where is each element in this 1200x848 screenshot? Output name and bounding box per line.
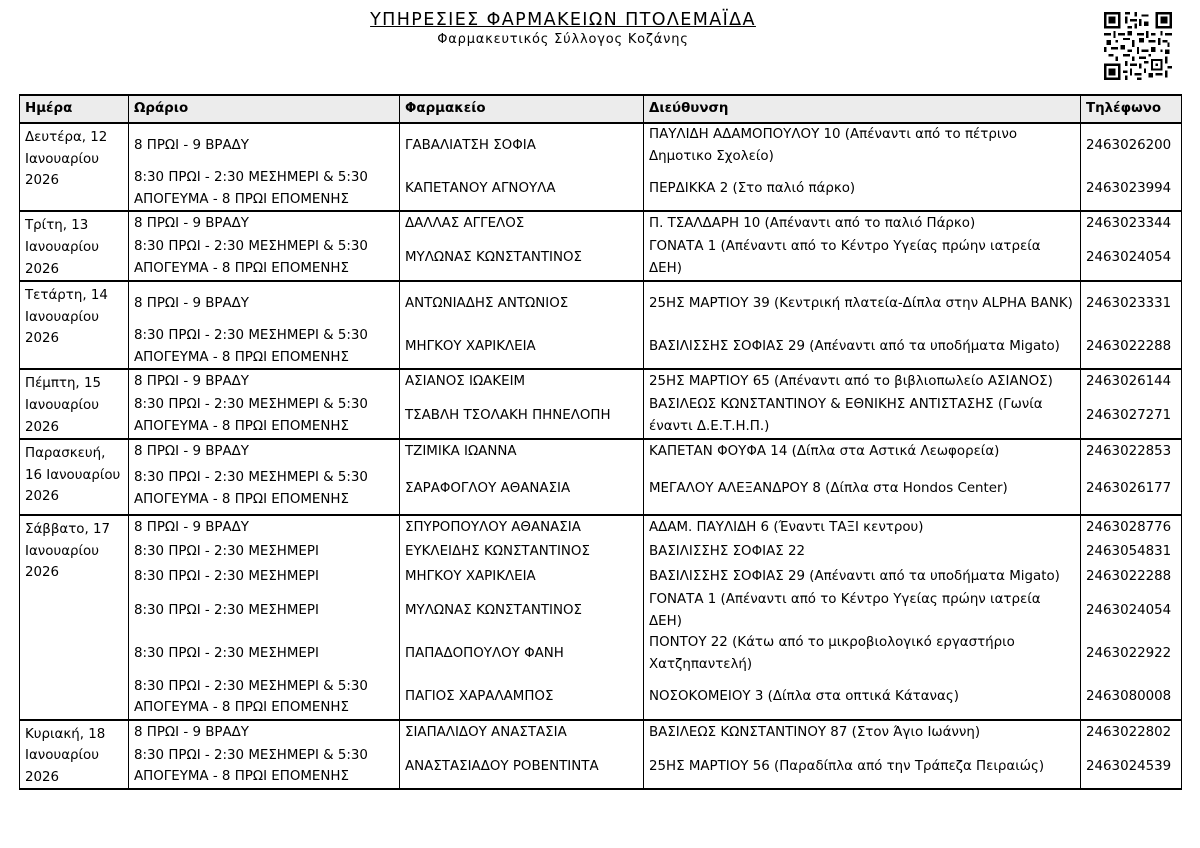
hours-cell: 8:30 ΠΡΩΙ - 2:30 ΜΕΣΗΜΕΡΙ & 5:30 ΑΠΟΓΕΥΜΑ - 8 ΠΡΩΙ ΕΠΟΜΕΝΗΣ [129, 676, 400, 720]
page-title: ΥΠΗΡΕΣΙΕΣ ΦΑΡΜΑΚΕΙΩΝ ΠΤΟΛΕΜΑΪΔΑ [370, 10, 756, 30]
pharmacy-cell: ΤΣΑΒΛΗ ΤΣΟΛΑΚΗ ΠΗΝΕΛΟΠΗ [400, 394, 644, 439]
hours-cell: 8:30 ΠΡΩΙ - 2:30 ΜΕΣΗΜΕΡΙ & 5:30 ΑΠΟΓΕΥΜΑ - 8 ΠΡΩΙ ΕΠΟΜΕΝΗΣ [129, 394, 400, 439]
hours-cell: 8 ΠΡΩΙ - 9 ΒΡΑΔΥ [129, 123, 400, 167]
column-header-phone: Τηλέφωνο [1081, 95, 1182, 123]
qr-code-icon [1104, 12, 1172, 80]
address-cell: ΑΔΑΜ. ΠΑΥΛΙΔΗ 6 (Έναντι ΤΑΞΙ κεντρου) [644, 515, 1081, 539]
pharmacy-cell: ΑΝΑΣΤΑΣΙΑΔΟΥ ΡΟΒΕΝΤΙΝΤΑ [400, 744, 644, 789]
phone-cell: 2463026177 [1081, 463, 1182, 515]
hours-cell: 8:30 ΠΡΩΙ - 2:30 ΜΕΣΗΜΕΡΙ & 5:30 ΑΠΟΓΕΥΜΑ - 8 ΠΡΩΙ ΕΠΟΜΕΝΗΣ [129, 325, 400, 369]
hours-cell: 8:30 ΠΡΩΙ - 2:30 ΜΕΣΗΜΕΡΙ [129, 564, 400, 589]
phone-cell: 2463026144 [1081, 369, 1182, 394]
pharmacy-cell: ΜΥΛΩΝΑΣ ΚΩΝΣΤΑΝΤΙΝΟΣ [400, 589, 644, 632]
pharmacy-cell: ΤΖΙΜΙΚΑ ΙΩΑΝΝΑ [400, 439, 644, 463]
day-cell: Κυριακή, 18 Ιανουαρίου 2026 [20, 720, 129, 790]
table-header-row [20, 95, 1182, 123]
table-row [20, 632, 1182, 675]
phone-cell: 2463027271 [1081, 394, 1182, 439]
hours-cell: 8:30 ΠΡΩΙ - 2:30 ΜΕΣΗΜΕΡΙ & 5:30 ΑΠΟΓΕΥΜΑ - 8 ΠΡΩΙ ΕΠΟΜΕΝΗΣ [129, 463, 400, 515]
hours-cell: 8 ΠΡΩΙ - 9 ΒΡΑΔΥ [129, 720, 400, 745]
pharmacy-cell: ΔΑΛΛΑΣ ΑΓΓΕΛΟΣ [400, 211, 644, 236]
table-row [20, 325, 1182, 369]
table-row [20, 463, 1182, 515]
phone-cell: 2463024054 [1081, 589, 1182, 632]
pharmacy-cell: ΓΑΒΑΛΙΑΤΣΗ ΣΟΦΙΑ [400, 123, 644, 167]
address-cell: ΒΑΣΙΛΕΩΣ ΚΩΝΣΤΑΝΤΙΝΟΥ 87 (Στον Άγιο Ιωάννη) [644, 720, 1081, 745]
hours-cell: 8:30 ΠΡΩΙ - 2:30 ΜΕΣΗΜΕΡΙ [129, 632, 400, 675]
phone-cell: 2463024054 [1081, 236, 1182, 281]
table-row [20, 369, 1182, 394]
table-row [20, 676, 1182, 720]
phone-cell: 2463022853 [1081, 439, 1182, 463]
table-row [20, 720, 1182, 745]
phone-cell: 2463022288 [1081, 325, 1182, 369]
pharmacy-cell: ΑΝΤΩΝΙΑΔΗΣ ΑΝΤΩΝΙΟΣ [400, 281, 644, 325]
table-row [20, 394, 1182, 439]
duty-schedule-table [19, 94, 1182, 790]
hours-cell: 8 ΠΡΩΙ - 9 ΒΡΑΔΥ [129, 211, 400, 236]
table-row [20, 539, 1182, 564]
address-cell: ΚΑΠΕΤΑΝ ΦΟΥΦΑ 14 (Δίπλα στα Αστικά Λεωφορεία) [644, 439, 1081, 463]
address-cell: ΠΑΥΛΙΔΗ ΑΔΑΜΟΠΟΥΛΟΥ 10 (Απέναντι από το πέτρινο Δημοτικο Σχολείο) [644, 123, 1081, 167]
address-cell: ΒΑΣΙΛΙΣΣΗΣ ΣΟΦΙΑΣ 29 (Απέναντι από τα υποδήματα Migato) [644, 325, 1081, 369]
column-header-hours: Ωράριο [129, 95, 400, 123]
hours-cell: 8 ΠΡΩΙ - 9 ΒΡΑΔΥ [129, 439, 400, 463]
address-cell: ΒΑΣΙΛΙΣΣΗΣ ΣΟΦΙΑΣ 22 [644, 539, 1081, 564]
table-row [20, 515, 1182, 539]
pharmacy-cell: ΠΑΓΙΟΣ ΧΑΡΑΛΑΜΠΟΣ [400, 676, 644, 720]
day-cell: Πέμπτη, 15 Ιανουαρίου 2026 [20, 369, 129, 439]
phone-cell: 2463054831 [1081, 539, 1182, 564]
hours-cell: 8:30 ΠΡΩΙ - 2:30 ΜΕΣΗΜΕΡΙ & 5:30 ΑΠΟΓΕΥΜΑ - 8 ΠΡΩΙ ΕΠΟΜΕΝΗΣ [129, 167, 400, 211]
phone-cell: 2463023331 [1081, 281, 1182, 325]
phone-cell: 2463028776 [1081, 515, 1182, 539]
column-header-pharmacy: Φαρμακείο [400, 95, 644, 123]
address-cell: 25ΗΣ ΜΑΡΤΙΟΥ 39 (Κεντρική πλατεία-Δίπλα στην ALPHA BANK) [644, 281, 1081, 325]
phone-cell: 2463024539 [1081, 744, 1182, 789]
column-header-day: Ημέρα [20, 95, 129, 123]
hours-cell: 8:30 ΠΡΩΙ - 2:30 ΜΕΣΗΜΕΡΙ [129, 539, 400, 564]
pharmacy-cell: ΜΗΓΚΟΥ ΧΑΡΙΚΛΕΙΑ [400, 564, 644, 589]
address-cell: ΠΟΝΤΟΥ 22 (Κάτω από το μικροβιολογικό εργαστήριο Χατζηπαντελή) [644, 632, 1081, 675]
day-cell: Παρασκευή, 16 Ιανουαρίου 2026 [20, 439, 129, 515]
table-row [20, 167, 1182, 211]
table-row [20, 439, 1182, 463]
pharmacy-cell: ΣΙΑΠΑΛΙΔΟΥ ΑΝΑΣΤΑΣΙΑ [400, 720, 644, 745]
table-row [20, 589, 1182, 632]
address-cell: 25ΗΣ ΜΑΡΤΙΟΥ 65 (Απέναντι από το βιβλιοπωλείο ΑΣΙΑΝΟΣ) [644, 369, 1081, 394]
address-cell: ΜΕΓΑΛΟΥ ΑΛΕΞΑΝΔΡΟΥ 8 (Δίπλα στα Hondos Center) [644, 463, 1081, 515]
address-cell: ΓΟΝΑΤΑ 1 (Απέναντι από το Κέντρο Υγείας πρώην ιατρεία ΔΕΗ) [644, 236, 1081, 281]
page-subtitle: Φαρμακευτικός Σύλλογος Κοζάνης [437, 32, 689, 47]
table-row [20, 123, 1182, 167]
hours-cell: 8:30 ΠΡΩΙ - 2:30 ΜΕΣΗΜΕΡΙ [129, 589, 400, 632]
address-cell: ΠΕΡΔΙΚΚΑ 2 (Στο παλιό πάρκο) [644, 167, 1081, 211]
day-cell: Δευτέρα, 12 Ιανουαρίου 2026 [20, 123, 129, 211]
address-cell: Π. ΤΣΑΛΔΑΡΗ 10 (Απέναντι από το παλιό Πάρκο) [644, 211, 1081, 236]
table-row [20, 211, 1182, 236]
address-cell: ΒΑΣΙΛΕΩΣ ΚΩΝΣΤΑΝΤΙΝΟΥ & ΕΘΝΙΚΗΣ ΑΝΤΙΣΤΑΣΗΣ (Γωνία έναντι Δ.Ε.Τ.Η.Π.) [644, 394, 1081, 439]
pharmacy-cell: ΣΑΡΑΦΟΓΛΟΥ ΑΘΑΝΑΣΙΑ [400, 463, 644, 515]
hours-cell: 8 ΠΡΩΙ - 9 ΒΡΑΔΥ [129, 515, 400, 539]
phone-cell: 2463023994 [1081, 167, 1182, 211]
phone-cell: 2463080008 [1081, 676, 1182, 720]
address-cell: ΒΑΣΙΛΙΣΣΗΣ ΣΟΦΙΑΣ 29 (Απέναντι από τα υποδήματα Migato) [644, 564, 1081, 589]
pharmacy-cell: ΚΑΠΕΤΑΝΟΥ ΑΓΝΟΥΛΑ [400, 167, 644, 211]
day-cell: Σάββατο, 17 Ιανουαρίου 2026 [20, 515, 129, 720]
table-row [20, 281, 1182, 325]
hours-cell: 8 ΠΡΩΙ - 9 ΒΡΑΔΥ [129, 369, 400, 394]
column-header-address: Διεύθυνση [644, 95, 1081, 123]
pharmacy-cell: ΜΗΓΚΟΥ ΧΑΡΙΚΛΕΙΑ [400, 325, 644, 369]
address-cell: ΓΟΝΑΤΑ 1 (Απέναντι από το Κέντρο Υγείας πρώην ιατρεία ΔΕΗ) [644, 589, 1081, 632]
table-row [20, 564, 1182, 589]
phone-cell: 2463026200 [1081, 123, 1182, 167]
table-row [20, 236, 1182, 281]
pharmacy-cell: ΑΣΙΑΝΟΣ ΙΩΑΚΕΙΜ [400, 369, 644, 394]
address-cell: 25ΗΣ ΜΑΡΤΙΟΥ 56 (Παραδίπλα από την Τράπεζα Πειραιώς) [644, 744, 1081, 789]
pharmacy-cell: ΕΥΚΛΕΙΔΗΣ ΚΩΝΣΤΑΝΤΙΝΟΣ [400, 539, 644, 564]
phone-cell: 2463022922 [1081, 632, 1182, 675]
pharmacy-cell: ΣΠΥΡΟΠΟΥΛΟΥ ΑΘΑΝΑΣΙΑ [400, 515, 644, 539]
pharmacy-cell: ΠΑΠΑΔΟΠΟΥΛΟΥ ΦΑΝΗ [400, 632, 644, 675]
hours-cell: 8:30 ΠΡΩΙ - 2:30 ΜΕΣΗΜΕΡΙ & 5:30 ΑΠΟΓΕΥΜΑ - 8 ΠΡΩΙ ΕΠΟΜΕΝΗΣ [129, 236, 400, 281]
pharmacy-cell: ΜΥΛΩΝΑΣ ΚΩΝΣΤΑΝΤΙΝΟΣ [400, 236, 644, 281]
phone-cell: 2463022288 [1081, 564, 1182, 589]
phone-cell: 2463023344 [1081, 211, 1182, 236]
address-cell: ΝΟΣΟΚΟΜΕΙΟΥ 3 (Δίπλα στα οπτικά Κάτανας) [644, 676, 1081, 720]
hours-cell: 8:30 ΠΡΩΙ - 2:30 ΜΕΣΗΜΕΡΙ & 5:30 ΑΠΟΓΕΥΜΑ - 8 ΠΡΩΙ ΕΠΟΜΕΝΗΣ [129, 744, 400, 789]
table-body [20, 123, 1182, 789]
day-cell: Τετάρτη, 14 Ιανουαρίου 2026 [20, 281, 129, 369]
day-cell: Τρίτη, 13 Ιανουαρίου 2026 [20, 211, 129, 281]
hours-cell: 8 ΠΡΩΙ - 9 ΒΡΑΔΥ [129, 281, 400, 325]
phone-cell: 2463022802 [1081, 720, 1182, 745]
table-row [20, 744, 1182, 789]
